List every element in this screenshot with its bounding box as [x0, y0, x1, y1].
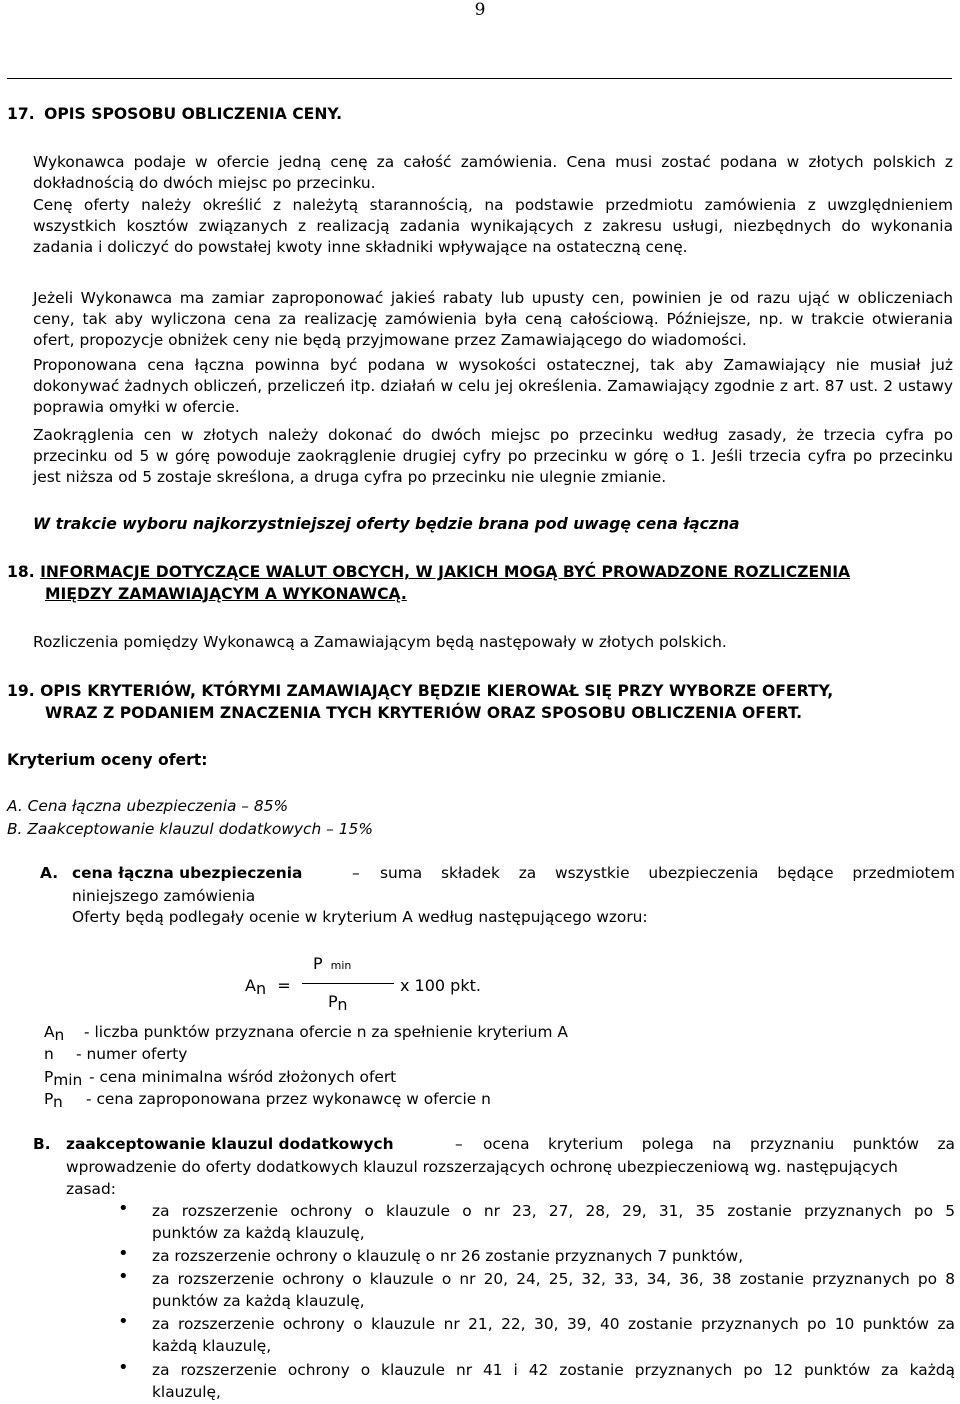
criterion-b-label: B. — [33, 1135, 51, 1153]
criterion-a-text-line-2: niniejszego zamówienia — [72, 887, 256, 905]
criterion-a-text-line-1: suma składek za wszystkie ubezpieczenia będące przedmiotem — [380, 864, 955, 882]
bullet-item-4-line-1: za rozszerzenie ochrony o klauzule nr 21, 22, 30, 39, 40 zostanie przyznanych po 10 punktów za — [152, 1315, 955, 1333]
criterion-b: B. Zaakceptowanie klauzul dodatkowych – 15% — [7, 820, 373, 838]
bullet-item-5-line-2: klauzulę, — [152, 1383, 221, 1401]
section-17-heading — [7, 103, 342, 125]
formula-legend — [44, 1021, 568, 1110]
criterion-a-dash: – — [352, 864, 360, 882]
bullet-item-5-line-1: za rozszerzenie ochrony o klauzule nr 41 i 42 zostanie przyznanych po 12 punktów za każdą — [152, 1361, 955, 1379]
formula-fraction-bar — [302, 983, 394, 984]
bullet-icon: • — [118, 1266, 129, 1287]
bullet-item-1-line-1: za rozszerzenie ochrony o klauzule o nr 23, 27, 28, 29, 31, 35 zostanie przyznanych po 5 — [152, 1202, 955, 1220]
section-17-emphasis: W trakcie wyboru najkorzystniejszej oferty będzie brana pod uwagę cena łączna — [33, 515, 740, 533]
criterion-b-text-line-1: ocena kryterium polega na przyznaniu punktów za — [483, 1135, 955, 1153]
section-18-text: Rozliczenia pomiędzy Wykonawcą a Zamawiającym będą następowały w złotych polskich. — [33, 633, 727, 651]
bullet-item-3-line-1: za rozszerzenie ochrony o klauzule o nr 20, 24, 25, 32, 33, 34, 36, 38 zostanie przyznanych po 8 — [152, 1270, 955, 1288]
criterion-a-title: cena łączna ubezpieczenia — [72, 864, 303, 882]
criterion-a: A. Cena łączna ubezpieczenia – 85% — [7, 797, 289, 815]
criterion-b-text-line-2: wprowadzenie do oferty dodatkowych klauzul rozszerzających ochronę ubezpieczeniową wg. następujących — [66, 1158, 898, 1176]
criterion-b-dash: – — [455, 1135, 463, 1153]
bullet-icon: • — [118, 1311, 129, 1332]
criterion-a-label: A. — [40, 864, 59, 882]
bullet-icon: • — [118, 1243, 129, 1264]
section-18-number: 18. — [7, 563, 35, 581]
section-18-title-line-2: MIĘDZY ZAMAWIAJĄCYM A WYKONAWCĄ. — [45, 585, 407, 603]
section-19-title-line-1: OPIS KRYTERIÓW, KTÓRYMI ZAMAWIAJĄCY BĘDZIE KIEROWAŁ SIĘ PRZY WYBORZE OFERTY, — [40, 682, 834, 700]
section-19-number: 19. — [7, 682, 35, 700]
bullet-item-2-line-1: za rozszerzenie ochrony o klauzulę o nr 26 zostanie przyznanych 7 punktów, — [152, 1247, 744, 1265]
legend-item: An - liczba punktów przyznana ofercie n za spełnienie kryterium A — [44, 1023, 568, 1044]
legend-item: Pn - cena zaproponowana przez wykonawcę w ofercie n — [44, 1090, 491, 1111]
section-19-heading — [7, 680, 957, 724]
section-19-title-line-2: WRAZ Z PODANIEM ZNACZENIA TYCH KRYTERIÓW ORAZ SPOSOBU OBLICZENIA OFERT. — [45, 704, 803, 722]
section-17-paragraph-4: Proponowana cena łączna powinna być podana w wysokości ostatecznej, tak aby Zamawiający nie musiał już dokonywać żadnych obliczeń, przeliczeń itp. działań w celu jej określenia. Zamawiający zgodnie z art. 87 ust. 2 ustawy poprawia omyłki w ofercie. — [33, 356, 953, 416]
legend-item: n - numer oferty — [44, 1045, 188, 1063]
formula-numerator: P min — [313, 954, 352, 973]
bullet-icon: • — [118, 1357, 129, 1378]
bullet-icon: • — [118, 1198, 129, 1219]
formula-multiplier: x 100 pkt. — [400, 976, 481, 995]
criterion-a-text-line-3: Oferty będą podlegały ocenie w kryterium A według następującego wzoru: — [72, 908, 648, 926]
section-17-title: OPIS SPOSOBU OBLICZENIA CENY. — [44, 105, 343, 123]
criteria-heading: Kryterium oceny ofert: — [7, 751, 208, 769]
section-17-paragraph-2: Cenę oferty należy określić z należytą starannością, na podstawie przedmiotu zamówienia z uwzględnieniem wszystkich kosztów związanych z realizacją zadania wynikających z zakresu usługi, niezbędnych do wykonania zadania i doliczyć do powstałej kwoty inne składniki wpływające na ostateczną cenę. — [33, 196, 953, 256]
page-number: 9 — [474, 0, 486, 20]
section-18-heading — [7, 561, 957, 605]
section-18-title-line-1: INFORMACJE DOTYCZĄCE WALUT OBCYCH, W JAKICH MOGĄ BYĆ PROWADZONE ROZLICZENIA — [40, 563, 851, 581]
formula-lhs: An = — [245, 976, 291, 998]
section-17-paragraph-3: Jeżeli Wykonawca ma zamiar zaproponować jakieś rabaty lub upusty cen, powinien je od razu ująć w obliczeniach ceny, tak aby wyliczona cena za realizację zamówienia była ceną całościową. Późniejsze, np. w trakcie otwierania ofert, propozycje obniżek ceny nie będą przyjmowane przez Zamawiającego do wiadomości. — [33, 289, 953, 349]
bullet-item-3-line-2: punktów za każdą klauzulę, — [152, 1292, 365, 1310]
criterion-b-title: zaakceptowanie klauzul dodatkowych — [66, 1135, 394, 1153]
bullet-item-1-line-2: punktów za każdą klauzulę, — [152, 1224, 365, 1242]
criterion-b-text-line-3: zasad: — [66, 1180, 116, 1198]
formula-denominator: Pn — [328, 992, 348, 1014]
bullet-item-4-line-2: każdą klauzulę, — [152, 1337, 272, 1355]
legend-item: Pmin - cena minimalna wśród złożonych ofert — [44, 1068, 397, 1089]
section-17-paragraph-5: Zaokrąglenia cen w złotych należy dokonać do dwóch miejsc po przecinku według zasady, że trzecia cyfra po przecinku od 5 w górę powoduje zaokrąglenie drugiej cyfry po przecinku w górę o 1. Jeśli trzecia cyfra po przecinku jest niższa od 5 zostaje skreślona, a druga cyfra po przecinku nie ulegnie zmianie. — [33, 426, 953, 486]
header-rule — [7, 78, 952, 79]
section-17-paragraph-1: Wykonawca podaje w ofercie jedną cenę za całość zamówienia. Cena musi zostać podana w złotych polskich z dokładnością do dwóch miejsc po przecinku. — [33, 153, 953, 192]
section-17-number: 17. — [7, 105, 35, 123]
